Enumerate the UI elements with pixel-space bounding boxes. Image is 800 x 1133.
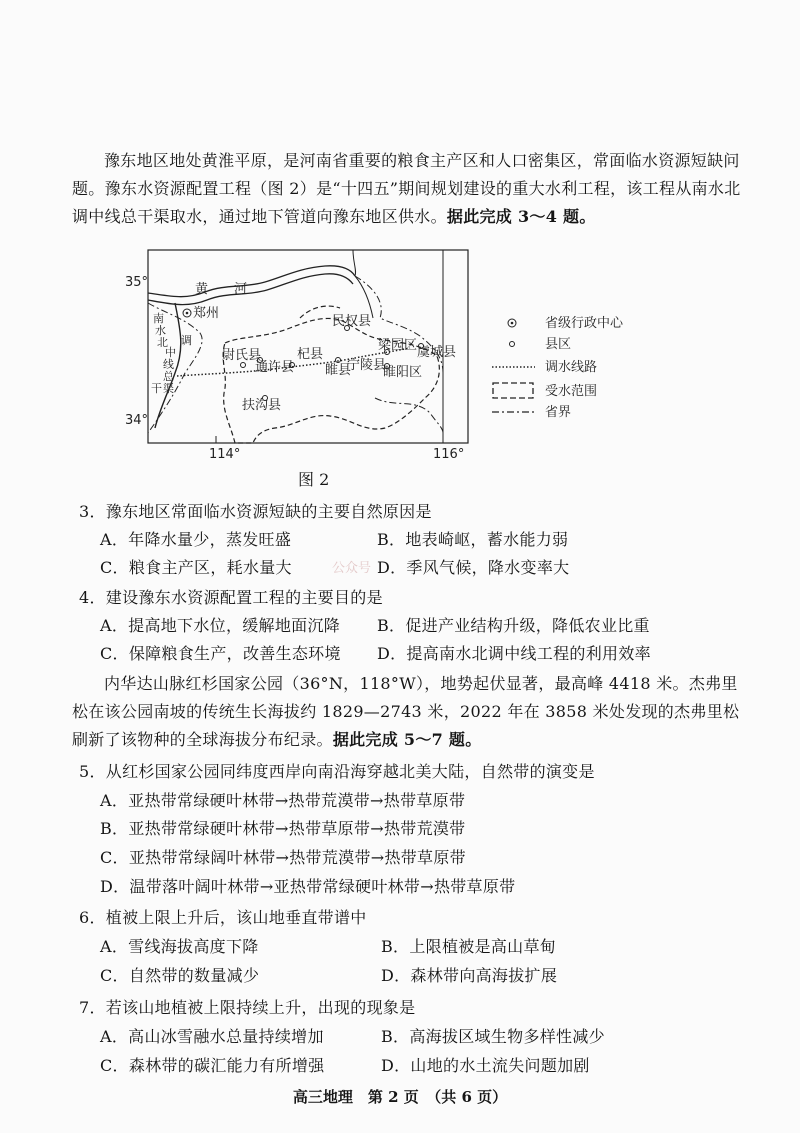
yucheng-label: 虞城县	[417, 345, 457, 360]
intro-1-instruction: 据此完成 3～4 题。	[446, 207, 596, 226]
legend-capital-label: 省级行政中心	[545, 316, 624, 331]
question-6-stem: 6．植被上限上升后，该山地垂直带谱中	[79, 908, 367, 927]
legend-county-symbol	[510, 342, 515, 347]
question-5-stem: 5．从红杉国家公园同纬度西岸向南沿海穿越北美大陆，自然带的演变是	[79, 762, 595, 781]
lon-116-label: 116°	[433, 447, 465, 462]
figure-caption: 图 2	[298, 470, 330, 489]
suiyang-label: 睢阳区	[383, 365, 423, 380]
intro-1-text: 豫东地区地处黄淮平原，是河南省重要的粮食主产区和人口密集区，常面临水资源短缺问题。豫东水资源配置工程（图 2）是“十四五”期间规划建设的重大水利工程，该工程从南水北调中线总干渠取水，通过地下管道向豫东地区供水。	[72, 151, 741, 226]
canal-label-8: 干	[151, 382, 162, 395]
lon-114-label: 114°	[209, 447, 241, 462]
question-3-option-b: B．地表崎岖，蓄水能力弱	[377, 530, 569, 549]
river-north-branch	[353, 250, 356, 276]
question-5-option-b: B．亚热带常绿硬叶林带→热带草原带→热带荒漠带	[100, 819, 466, 838]
question-6-option-b: B．上限植被是高山草甸	[381, 937, 557, 956]
intro-2-instruction: 据此完成 5～7 题。	[332, 730, 482, 749]
minquan-label: 民权县	[332, 314, 372, 329]
question-3-option-c: C．粮食主产区，耗水量大	[100, 558, 292, 577]
question-4-option-a: A．提高地下水位，缓解地面沉降	[100, 616, 341, 635]
province-border-southeast	[375, 398, 443, 433]
question-6-option-a: A．雪线海拔高度下降	[100, 937, 259, 956]
question-4-option-c: C．保障粮食生产，改善生态环境	[100, 644, 341, 663]
canal-label-3: 北	[157, 336, 168, 349]
intro-paragraph-2	[72, 670, 744, 754]
legend-area-symbol	[493, 383, 533, 398]
question-5-option-c: C．亚热带常绿阔叶林带→热带荒漠带→热带草原带	[100, 848, 466, 867]
lat-35-label: 35°	[125, 275, 149, 290]
watermark-text: 公众号	[332, 561, 372, 576]
canal-label-2: 水	[155, 324, 166, 337]
weishi-symbol	[241, 363, 246, 368]
legend-border-label: 省界	[545, 405, 572, 420]
intro-paragraph-1	[72, 147, 744, 231]
question-7-stem: 7．若该山地植被上限持续上升，出现的现象是	[79, 998, 416, 1017]
suixian-label: 睢县	[325, 363, 352, 378]
question-4-stem: 4．建设豫东水资源配置工程的主要目的是	[79, 588, 383, 607]
canal-label-7: 总	[163, 370, 174, 383]
legend-route-label: 调水线路	[545, 360, 598, 375]
question-6-option-d: D．森林带向高海拔扩展	[381, 966, 558, 985]
ningling-label: 宁陵县	[347, 358, 387, 373]
lat-34-label: 34°	[125, 413, 149, 428]
question-3-option-d: D．季风气候，降水变率大	[377, 558, 570, 577]
tongxu-label: 通许县	[255, 360, 295, 375]
canal-label-6: 线	[163, 358, 174, 371]
question-5-option-d: D．温带落叶阔叶林带→亚热带常绿硬叶林带→热带草原带	[100, 877, 516, 896]
yellow-river-bank-north	[148, 266, 355, 297]
zhengzhou-label: 郑州	[193, 306, 220, 321]
yellow-river-bank-south	[148, 274, 353, 305]
canal-label-5: 中	[165, 346, 176, 359]
weishi-label: 尉氏县	[222, 348, 262, 363]
question-7-option-c: C．森林带的碳汇能力有所增强	[100, 1056, 325, 1075]
question-7-option-d: D．山地的水土流失问题加剧	[381, 1056, 590, 1075]
question-7-option-a: A．高山冰雪融水总量持续增加	[100, 1027, 324, 1046]
question-4-option-b: B．促进产业结构升级，降低农业比重	[377, 616, 650, 635]
canal-label-4: 调	[181, 334, 192, 347]
page-footer: 高三地理 第 2 页 （共 6 页）	[292, 1088, 508, 1106]
qixian-label: 杞县	[297, 347, 324, 362]
question-7-option-b: B．高海拔区域生物多样性减少	[381, 1027, 605, 1046]
canal-label-9: 渠	[163, 382, 174, 395]
question-3-stem: 3．豫东地区常面临水资源短缺的主要自然原因是	[79, 502, 432, 521]
question-6-option-c: C．自然带的数量减少	[100, 966, 260, 985]
legend-county-label: 县区	[545, 337, 572, 352]
question-5-option-a: A．亚热带常绿硬叶林带→热带荒漠带→热带草原带	[100, 791, 466, 810]
canal-label-1: 南	[153, 312, 164, 325]
yellow-river-label: 黄 河	[195, 282, 248, 297]
question-4-option-d: D．提高南水北调中线工程的利用效率	[377, 644, 651, 663]
fugou-label: 扶沟县	[242, 398, 282, 413]
intro-2-text: 内华达山脉红杉国家公园（36°N，118°W），地势起伏显著，最高峰 4418 米。杰弗里松在该公园南坡的传统生长海拔约 1829—2743 米，2022 年在 3858 米处发现的杰弗里松刷新了该物种的全球海拔分布纪录。	[72, 674, 740, 749]
figure-2-map	[125, 248, 624, 463]
legend-area-label: 受水范围	[545, 384, 598, 399]
liangyuan-label: 梁园区	[378, 338, 418, 353]
question-3-option-a: A．年降水量少，蒸发旺盛	[100, 530, 292, 549]
